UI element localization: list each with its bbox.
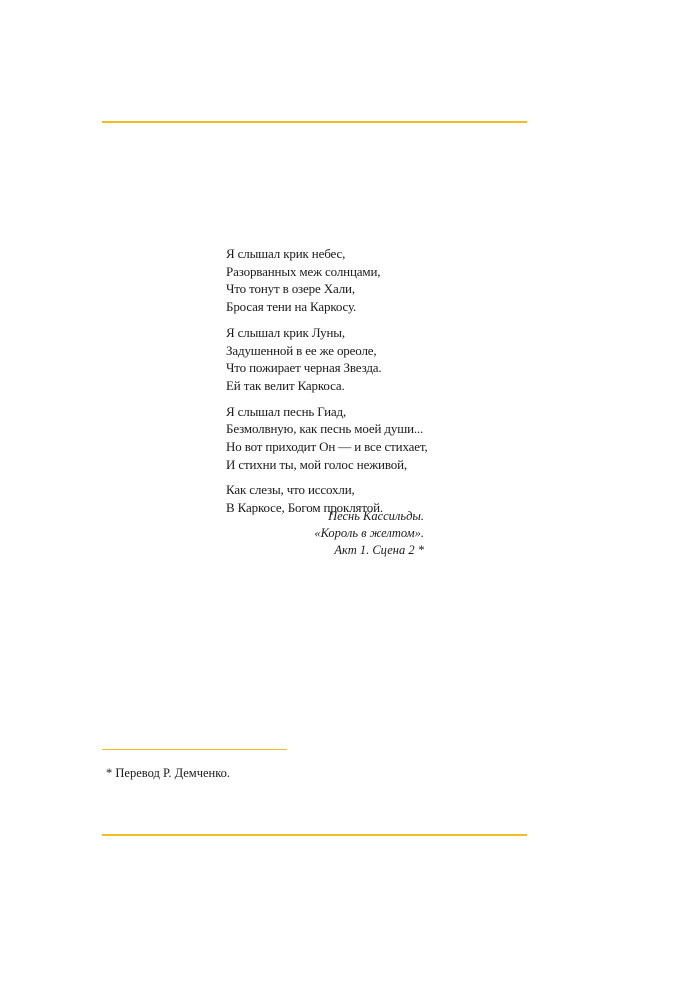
poem <box>226 245 466 525</box>
poem-line: Как слезы, что иссохли, <box>226 482 355 498</box>
poem-line: Я слышал песнь Гиад, <box>226 403 347 419</box>
bottom-rule <box>102 834 527 836</box>
poem-line: Бросая тени на Каркосу. <box>226 299 357 315</box>
poem-line: Но вот приходит Он — и все стихает, <box>226 439 428 455</box>
attribution-line: «Король в желтом». <box>314 525 424 540</box>
poem-stanza-3 <box>226 403 466 474</box>
poem-line: Разорванных меж солнцами, <box>226 263 381 279</box>
poem-line: И стихни ты, мой голос неживой, <box>226 456 408 472</box>
poem-line: В Каркосе, Богом проклятой. <box>226 500 383 516</box>
poem-line: Я слышал крик небес, <box>226 246 346 261</box>
poem-line: Я слышал крик Луны, <box>226 324 345 340</box>
poem-line: Задушенной в ее же ореоле, <box>226 342 377 358</box>
poem-stanza-1 <box>226 245 466 316</box>
footnote-separator <box>102 749 287 750</box>
attribution <box>240 508 424 558</box>
poem-stanza-2 <box>226 324 466 395</box>
poem-line: Безмолвную, как песнь моей души... <box>226 421 424 437</box>
top-rule <box>102 121 527 123</box>
poem-line: Что тонут в озере Хали, <box>226 281 355 297</box>
attribution-line: Песнь Кассильды. <box>328 509 424 523</box>
poem-line: Что пожирает черная Звезда. <box>226 360 382 376</box>
attribution-line: Акт 1. Сцена 2 * <box>334 542 424 557</box>
poem-line: Ей так велит Каркоса. <box>226 377 345 393</box>
footnote: * Перевод Р. Демченко. <box>106 766 231 780</box>
